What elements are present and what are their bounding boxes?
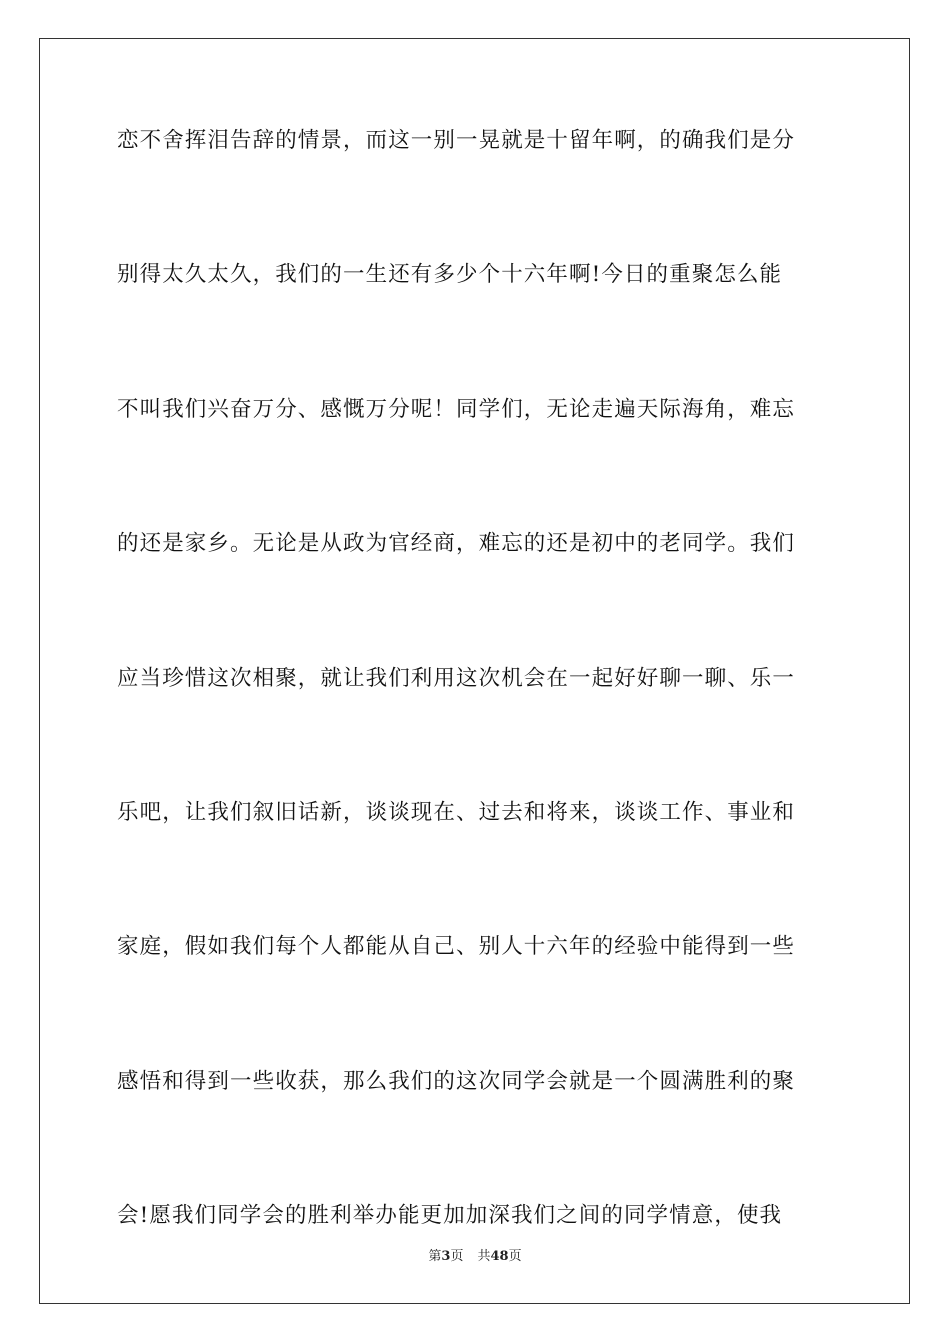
text-line: 感悟和得到一些收获，那么我们的这次同学会就是一个圆满胜利的聚 <box>117 1068 796 1094</box>
text-line: 应当珍惜这次相聚，就让我们利用这次机会在一起好好聊一聊、乐一 <box>117 665 796 691</box>
total-suffix: 页 <box>508 1249 522 1264</box>
text-line: 不叫我们兴奋万分、感慨万分呢！同学们，无论走遍天际海角，难忘 <box>117 396 796 422</box>
text-line: 家庭，假如我们每个人都能从自己、别人十六年的经验中能得到一些 <box>117 934 796 960</box>
total-prefix: 共 <box>477 1249 491 1264</box>
text-line: 乐吧，让我们叙旧话新，谈谈现在、过去和将来，谈谈工作、事业和 <box>117 799 796 825</box>
text-line: 的还是家乡。无论是从政为官经商，难忘的还是初中的老同学。我们 <box>117 531 796 557</box>
document-body <box>117 130 833 1340</box>
page-suffix: 页 <box>450 1249 464 1264</box>
text-line: 恋不舍挥泪告辞的情景，而这一别一晃就是十留年啊，的确我们是分 <box>117 128 796 153</box>
total-pages: 48 <box>490 1249 509 1264</box>
text-line: 别得太久太久，我们的一生还有多少个十六年啊!今日的重聚怎么能 <box>117 262 783 288</box>
page-footer <box>0 1249 950 1265</box>
page-prefix: 第 <box>428 1249 442 1264</box>
page-number: 3 <box>441 1249 451 1264</box>
text-line: 会!愿我们同学会的胜利举办能更加加深我们之间的同学情意，使我 <box>117 1203 783 1229</box>
